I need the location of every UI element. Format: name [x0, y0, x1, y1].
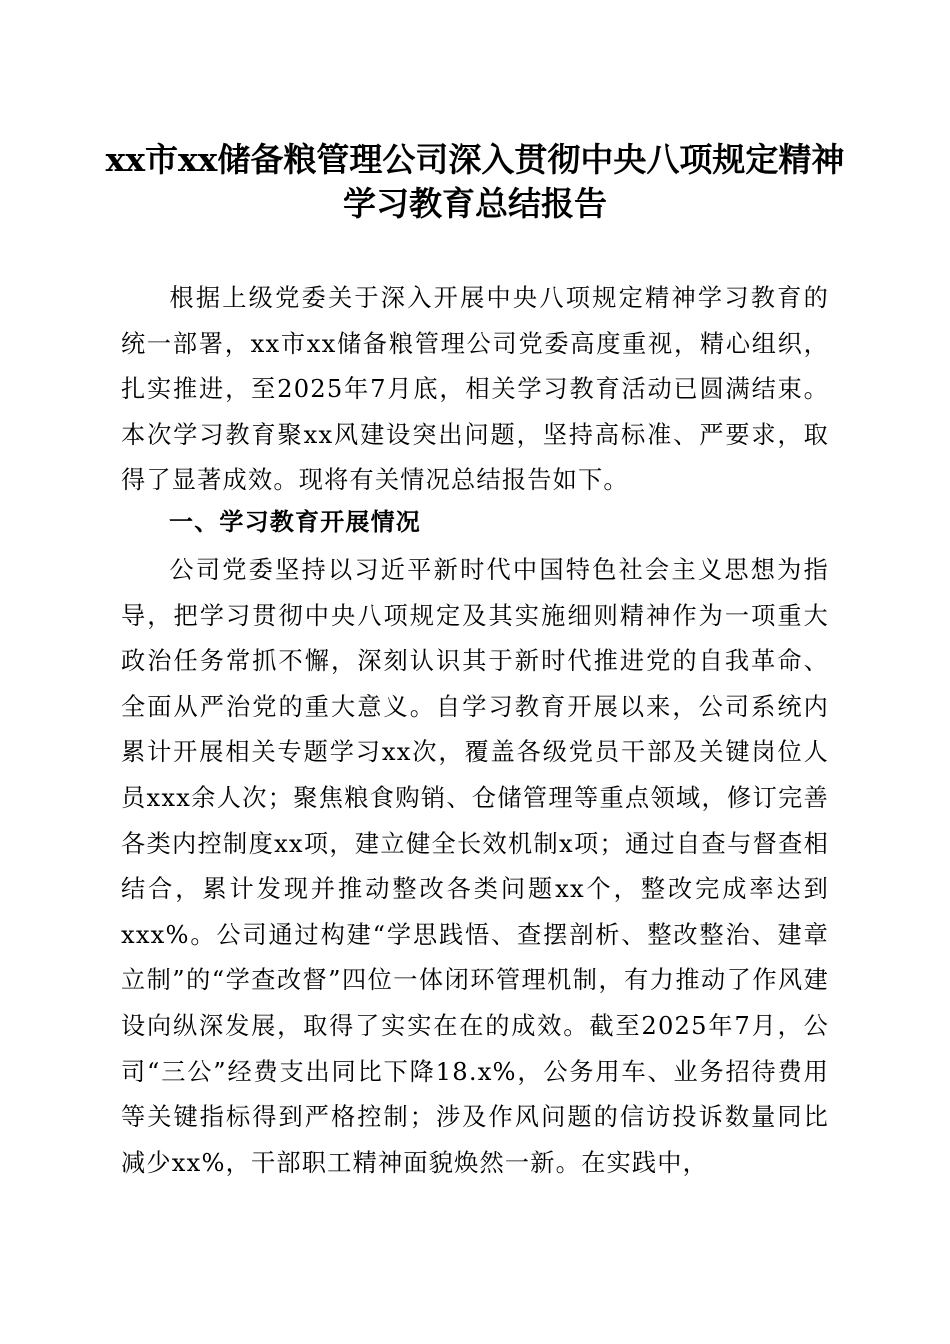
section-heading: 一、学习教育开展情况	[169, 508, 421, 536]
intro-paragraph: 根据上级党委关于深入开展中央八项规定精神学习教育的统一部署，xx市xx储备粮管理公司党委高度重视，精心组织，扎实推进，至2025年7月底，相关学习教育活动已圆满结束。本次学习教育聚xx风建设突出问题，坚持高标准、严要求，取得了显著成效。现将有关情况总结报告如下。	[121, 284, 829, 495]
document-title: xx市xx储备粮管理公司深入贯彻中央八项规定精神学习教育总结报告	[105, 140, 845, 223]
section-paragraph: 公司党委坚持以习近平新时代中国特色社会主义思想为指导，把学习贯彻中央八项规定及其实施细则精神作为一项重大政治任务常抓不懈，深刻认识其于新时代推进党的自我革命、全面从严治党的重大意义。自学习教育开展以来，公司系统内累计开展相关专题学习xx次，覆盖各级党员干部及关键岗位人员xxx余人次；聚焦粮食购销、仓储管理等重点领域，修订完善各类内控制度xx项，建立健全长效机制x项；通过自查与督查相结合，累计发现并推动整改各类问题xx个，整改完成率达到xxx%。公司通过构建“学思践悟、查摆剖析、整改整治、建章立制”的“学查改督”四位一体闭环管理机制，有力推动了作风建设向纵深发展，取得了实实在在的成效。截至2025年7月，公司“三公”经费支出同比下降18.x%，公务用车、业务招待费用等关键指标得到严格控制；涉及作风问题的信访投诉数量同比减少xx%，干部职工精神面貌焕然一新。在实践中，	[121, 556, 829, 1177]
